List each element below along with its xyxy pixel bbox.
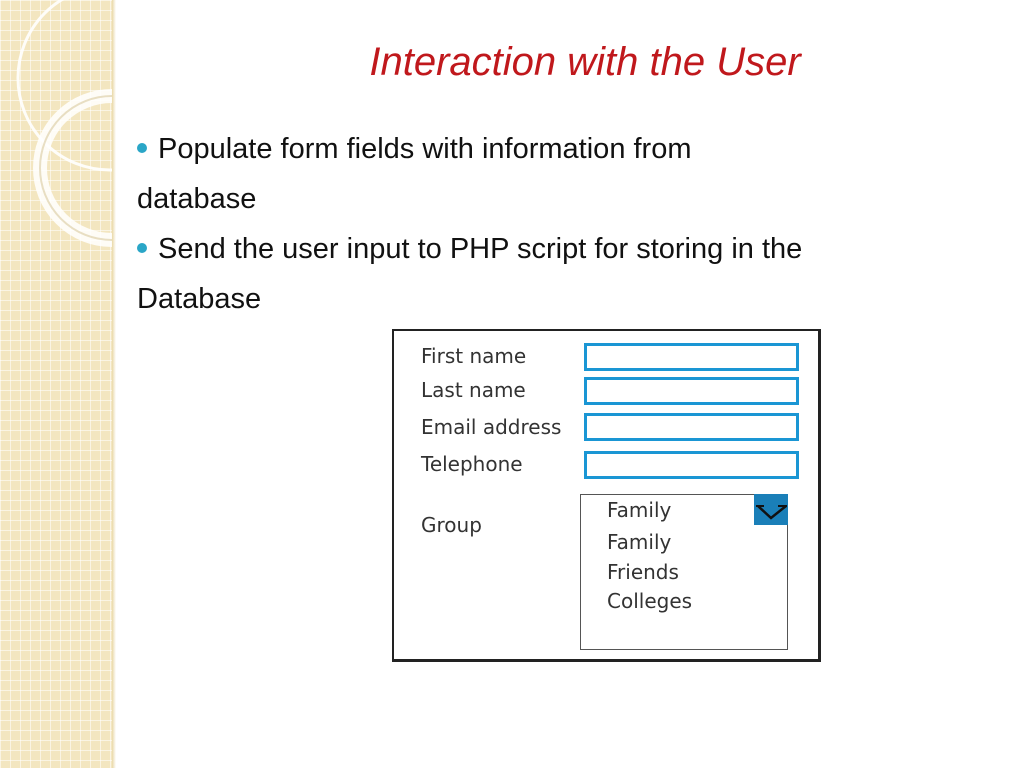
bullet-continuation: Database	[137, 283, 262, 315]
last-name-label: Last name	[421, 378, 526, 402]
bullet-dot-icon	[137, 243, 147, 253]
group-select[interactable]	[580, 494, 788, 526]
bullet-item	[137, 224, 997, 274]
telephone-label: Telephone	[421, 452, 523, 476]
bullet-text: Populate form fields with information from	[158, 133, 692, 165]
last-name-field[interactable]	[584, 377, 799, 405]
bullet-list	[137, 124, 997, 324]
group-label: Group	[421, 513, 482, 537]
group-dropdown-button[interactable]	[754, 494, 788, 526]
group-option-colleges[interactable]: Colleges	[607, 589, 693, 613]
email-address-label: Email address	[421, 415, 562, 439]
email-address-field[interactable]	[584, 413, 799, 441]
group-option-family[interactable]: Family	[607, 530, 672, 554]
slide-title: Interaction with the User	[369, 40, 801, 84]
first-name-label: First name	[421, 344, 527, 368]
bullet-item	[137, 124, 997, 174]
chevron-down-icon	[754, 494, 788, 526]
group-selected-value: Family	[607, 498, 672, 522]
bullet-dot-icon	[137, 143, 147, 153]
decorative-circles-icon	[0, 0, 112, 768]
bullet-continuation: database	[137, 183, 257, 215]
decorative-side-strip	[0, 0, 112, 768]
telephone-field[interactable]	[584, 451, 799, 479]
first-name-field[interactable]	[584, 343, 799, 371]
group-option-friends[interactable]: Friends	[607, 560, 679, 584]
bullet-text: Send the user input to PHP script for storing in the	[158, 233, 803, 265]
side-strip-edge	[112, 0, 116, 768]
contact-form	[392, 329, 821, 662]
group-options-list	[580, 525, 788, 650]
